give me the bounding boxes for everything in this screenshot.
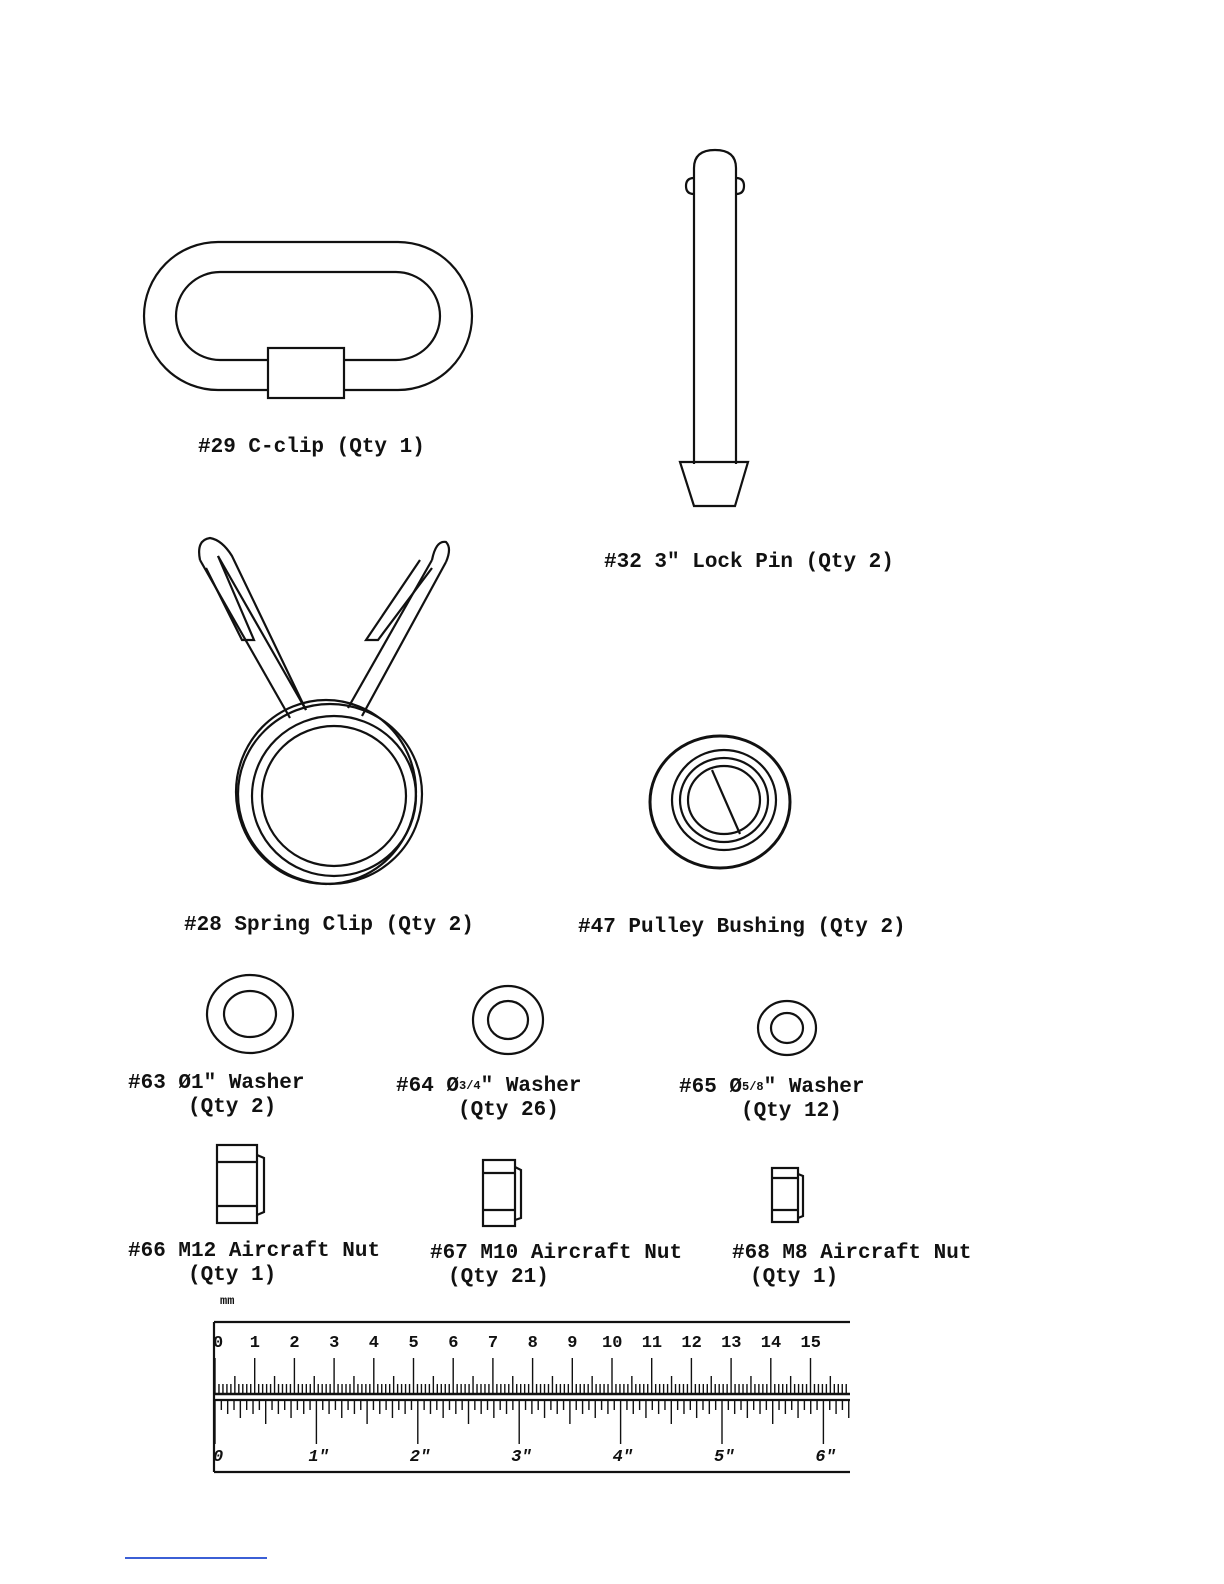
- cm-label: 3: [329, 1334, 340, 1353]
- cm-label: 8: [527, 1334, 538, 1353]
- part-label-67: #67 M10 Aircraft Nut: [430, 1242, 683, 1265]
- inch-label: 0: [213, 1448, 224, 1467]
- nut-68-icon: [772, 1168, 803, 1222]
- cm-label: 1: [249, 1334, 260, 1353]
- part-qty-66: (Qty 1): [188, 1264, 277, 1287]
- spring-clip-icon: [199, 538, 449, 884]
- inch-label: 6": [815, 1448, 836, 1467]
- fraction-3-4: 3/4: [459, 1079, 481, 1093]
- nut-67-icon: [483, 1160, 521, 1226]
- part-qty-67: (Qty 21): [448, 1266, 549, 1289]
- part-label-68: #68 M8 Aircraft Nut: [732, 1242, 972, 1265]
- pulley-bushing-icon: [650, 736, 790, 868]
- lock-pin-icon: [680, 150, 748, 506]
- part-label-65: #65 Ø5/8" Washer: [679, 1076, 865, 1099]
- part-qty-65: (Qty 12): [741, 1100, 842, 1123]
- cm-label: 0: [213, 1334, 224, 1353]
- washer-65-icon: [758, 1001, 816, 1055]
- part-label-47: #47 Pulley Bushing (Qty 2): [578, 916, 906, 939]
- washer-63-icon: [207, 975, 293, 1053]
- cm-label: 13: [721, 1334, 742, 1353]
- part-label-63: #63 Ø1" Washer: [128, 1072, 305, 1095]
- cm-label: 15: [800, 1334, 821, 1353]
- cm-label: 10: [602, 1334, 623, 1353]
- inch-label: 2": [409, 1448, 431, 1467]
- fraction-5-8: 5/8: [742, 1080, 764, 1094]
- cm-label: 2: [289, 1334, 300, 1353]
- washer-64-icon: [473, 986, 543, 1054]
- cm-label: 11: [641, 1334, 663, 1353]
- inch-label: 1": [308, 1448, 329, 1467]
- nut-66-icon: [217, 1145, 264, 1223]
- cm-label: 14: [760, 1334, 782, 1353]
- cm-label: 4: [368, 1334, 379, 1353]
- cm-label: 12: [681, 1334, 702, 1353]
- part-label-28: #28 Spring Clip (Qty 2): [184, 914, 474, 937]
- cm-label: 6: [448, 1334, 459, 1353]
- inch-label: 4": [612, 1448, 633, 1467]
- inch-label: 5": [714, 1448, 735, 1467]
- part-label-66: #66 M12 Aircraft Nut: [128, 1240, 381, 1263]
- part-qty-63: (Qty 2): [188, 1096, 277, 1119]
- cm-label: 9: [567, 1334, 578, 1353]
- part-label-29: #29 C-clip (Qty 1): [198, 436, 425, 459]
- part-label-64: #64 Ø3/4" Washer: [396, 1075, 582, 1098]
- part-qty-68: (Qty 1): [750, 1266, 839, 1289]
- cm-label: 7: [487, 1334, 499, 1353]
- cm-label: 5: [408, 1334, 419, 1353]
- c-clip-icon: [144, 242, 472, 398]
- ruler-unit-label: mm: [220, 1294, 235, 1308]
- part-qty-64: (Qty 26): [458, 1099, 559, 1122]
- part-label-32: #32 3" Lock Pin (Qty 2): [604, 551, 894, 574]
- inch-label: 3": [511, 1448, 532, 1467]
- footer-line: [125, 1557, 267, 1559]
